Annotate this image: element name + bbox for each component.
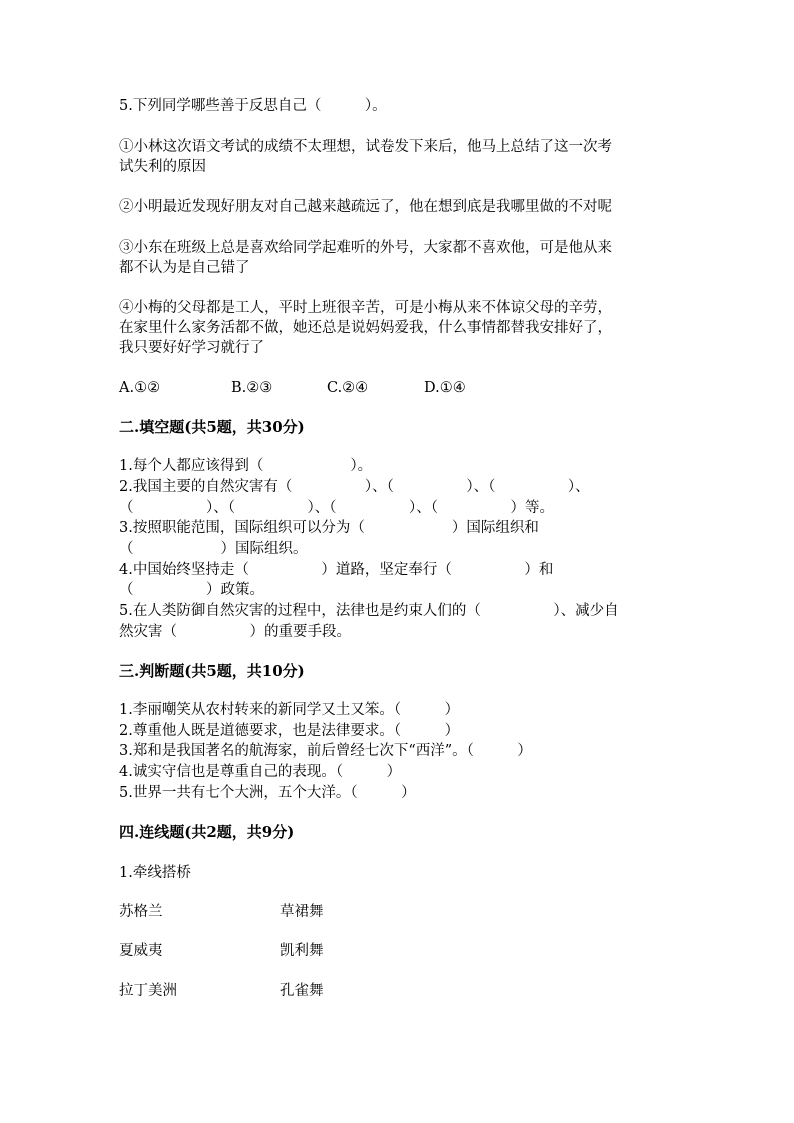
q5-item-3-line-2: 都不认为是自己错了 [119, 260, 250, 276]
judge-line: 5.世界一共有七个大洲，五个大洋。（ ） [119, 785, 416, 801]
q5-item-2: ②小明最近发现好朋友对自己越来越疏远了，他在想到底是我哪里做的不对呢 [119, 199, 612, 215]
q5-item-4-line-3: 我只要好好学习就行了 [119, 340, 264, 356]
q5-item-1-line-2: 试失利的原因 [119, 159, 206, 175]
match-right-item: 孔雀舞 [280, 983, 324, 999]
judge-line: 2.尊重他人既是道德要求，也是法律要求。（ ） [119, 723, 460, 739]
q5-item-4-line-2: 在家里什么家务活都不做，她还总是说妈妈爱我，什么事情都替我安排好了， [119, 320, 612, 336]
q5-option-b: B.②③ [231, 380, 273, 396]
fill-line: （ ）、（ ）、（ ）、（ ）等。 [119, 500, 554, 516]
section-3-title: 三.判断题(共5题，共10分) [119, 662, 305, 680]
section-4-title: 四.连线题(共2题，共9分) [119, 823, 295, 841]
q5-option-d: D.①④ [424, 380, 466, 396]
fill-line: 4.中国始终坚持走（ ）道路，坚定奉行（ ）和 [119, 562, 554, 578]
q5-option-c: C.②④ [327, 380, 369, 396]
match-left-item: 苏格兰 [119, 904, 163, 920]
match-right-item: 凯利舞 [280, 943, 324, 959]
fill-line: （ ）政策。 [119, 582, 264, 598]
fill-line: 然灾害（ ）的重要手段。 [119, 624, 351, 640]
fill-line: 5.在人类防御自然灾害的过程中，法律也是约束人们的（ ）、减少自 [119, 603, 619, 619]
q5-item-1-line-1: ①小林这次语文考试的成绩不太理想，试卷发下来后，他马上总结了这一次考 [119, 139, 612, 155]
q5-item-4-line-1: ④小梅的父母都是工人，平时上班很辛苦，可是小梅从来不体谅父母的辛劳， [119, 300, 612, 316]
fill-line: 3.按照职能范围，国际组织可以分为（ ）国际组织和 [119, 520, 539, 536]
fill-line: （ ）国际组织。 [119, 541, 308, 557]
question-5-stem: 5.下列同学哪些善于反思自己（ ）。 [119, 98, 387, 114]
fill-line: 1.每个人都应该得到（ ）。 [119, 458, 373, 474]
section-2-title: 二.填空题(共5题，共30分) [119, 418, 305, 436]
matching-question-title: 1.牵线搭桥 [119, 865, 191, 881]
match-left-item: 拉丁美洲 [119, 983, 177, 999]
q5-item-3-line-1: ③小东在班级上总是喜欢给同学起难听的外号，大家都不喜欢他，可是他从来 [119, 240, 612, 256]
fill-line: 2.我国主要的自然灾害有（ ）、（ ）、（ ）、 [119, 479, 590, 495]
q5-option-a: A.①② [119, 380, 161, 396]
match-right-item: 草裙舞 [280, 904, 324, 920]
judge-line: 4.诚实守信也是尊重自己的表现。（ ） [119, 764, 402, 780]
judge-line: 3.郑和是我国著名的航海家，前后曾经七次下“西洋”。（ ） [119, 743, 532, 759]
judge-line: 1.李丽嘲笑从农村转来的新同学又土又笨。（ ） [119, 702, 460, 718]
match-left-item: 夏威夷 [119, 943, 163, 959]
